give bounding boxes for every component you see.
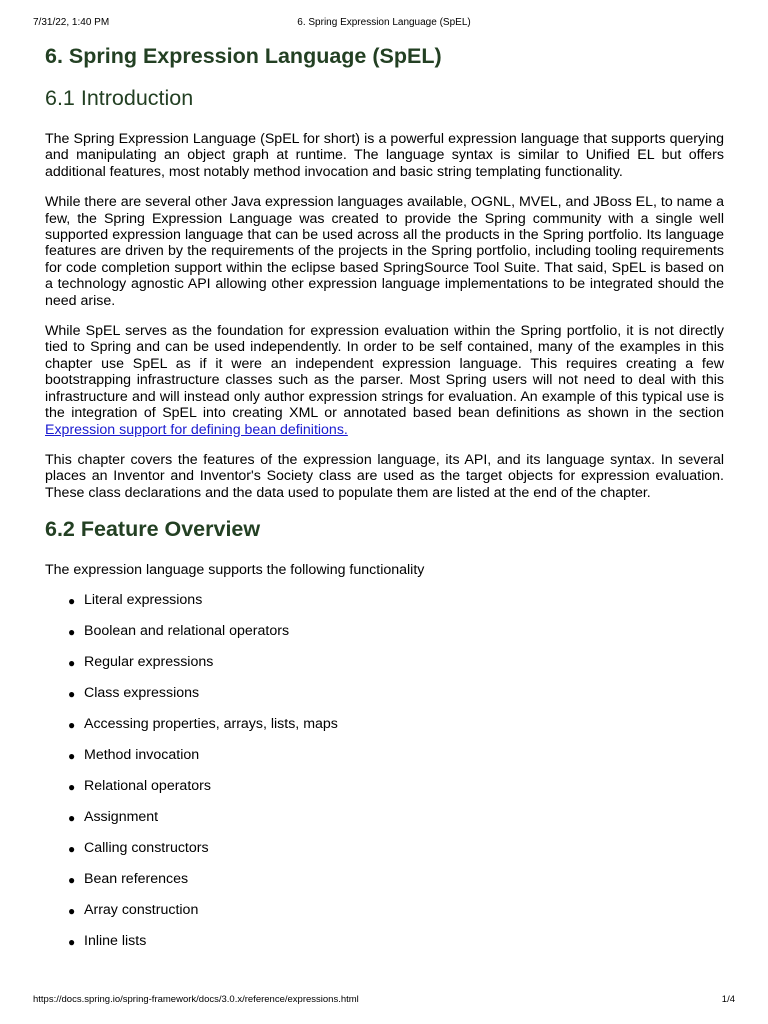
list-item-label: Regular expressions — [84, 653, 214, 670]
bullet-icon: ● — [68, 748, 76, 763]
list-item-label: Array construction — [84, 901, 199, 918]
page-title: 6. Spring Expression Language (SpEL) — [45, 44, 442, 68]
print-url: https://docs.spring.io/spring-framework/docs/3.0.x/reference/expressions.html — [33, 994, 359, 1005]
intro-paragraph-2: While there are several other Java expression languages available, OGNL, MVEL, and JBoss EL, to name a few, the Spring Expression Language was created to provide the Spring community with a single well supported expression language that can be used across all the products in the Spring portfolio. Its language features are driven by the requirements of the projects in the Spring portfolio, including tooling requirements for code completion support within the eclipse based SpringSource Tool Suite. That said, SpEL is based on a technology agnostic API allowing other expression language implementations to be integrated should the need arise. — [45, 194, 724, 309]
list-item — [45, 933, 724, 964]
list-item-label: Accessing properties, arrays, lists, maps — [84, 715, 338, 732]
bullet-icon: ● — [68, 717, 76, 732]
bullet-icon: ● — [68, 934, 76, 949]
list-item — [45, 592, 724, 623]
bullet-icon: ● — [68, 872, 76, 887]
bullet-icon: ● — [68, 686, 76, 701]
print-date: 7/31/22, 1:40 PM — [33, 17, 110, 28]
list-item — [45, 871, 724, 902]
list-item-label: Method invocation — [84, 746, 200, 763]
section-heading-introduction: 6.1 Introduction — [45, 86, 194, 110]
list-item — [45, 840, 724, 871]
list-item — [45, 778, 724, 809]
bullet-icon: ● — [68, 624, 76, 639]
print-header — [33, 16, 735, 30]
list-item-label: Relational operators — [84, 777, 211, 794]
bullet-icon: ● — [68, 903, 76, 918]
list-item — [45, 809, 724, 840]
bullet-icon: ● — [68, 593, 76, 608]
intro-paragraph-3-text: While SpEL serves as the foundation for expression evaluation within the Spring portfolio, it is not directly tied to Spring and can be used independently. In order to be self contained, many of the examples in this chapter use SpEL as if it were an independent expression language. This requires creating a few bootstrapping infrastructure classes such as the parser. Most Spring users will not need to deal with this infrastructure and will instead only author expression strings for evaluation. An example of this typical use is the integration of SpEL into creating XML or annotated based bean definitions as shown in the section — [45, 323, 724, 422]
bullet-icon: ● — [68, 655, 76, 670]
bean-definitions-link[interactable]: Expression support for defining bean definitions. — [45, 421, 348, 438]
list-item — [45, 685, 724, 716]
page-number: 1/4 — [721, 994, 735, 1005]
section-heading-feature-overview: 6.2 Feature Overview — [45, 517, 261, 542]
feature-list — [45, 592, 724, 964]
list-item — [45, 716, 724, 747]
list-item-label: Class expressions — [84, 684, 200, 701]
document-body — [45, 36, 724, 964]
list-item-label: Assignment — [84, 808, 159, 825]
print-page-title: 6. Spring Expression Language (SpEL) — [297, 17, 471, 28]
list-item — [45, 654, 724, 685]
list-item-label: Bean references — [84, 870, 189, 887]
intro-paragraph-3 — [45, 323, 724, 438]
bullet-icon: ● — [68, 779, 76, 794]
list-item — [45, 902, 724, 933]
list-item-label: Calling constructors — [84, 839, 209, 856]
intro-paragraph-1: The Spring Expression Language (SpEL for short) is a powerful expression language that supports querying and manipulating an object graph at runtime. The language syntax is similar to Unified EL but offers additional features, most notably method invocation and basic string templating functionality. — [45, 131, 724, 180]
intro-paragraph-4: This chapter covers the features of the expression language, its API, and its language syntax. In several places an Inventor and Inventor's Society class are used as the target objects for expression evaluation. These class declarations and the data used to populate them are listed at the end of the chapter. — [45, 451, 724, 501]
bullet-icon: ● — [68, 841, 76, 856]
list-item — [45, 747, 724, 778]
list-item — [45, 623, 724, 654]
list-item-label: Literal expressions — [84, 591, 203, 608]
list-item-label: Boolean and relational operators — [84, 622, 290, 639]
list-item-label: Inline lists — [84, 932, 147, 949]
feature-lead-in: The expression language supports the following functionality — [45, 562, 425, 579]
print-footer — [33, 993, 735, 1007]
bullet-icon: ● — [68, 810, 76, 825]
